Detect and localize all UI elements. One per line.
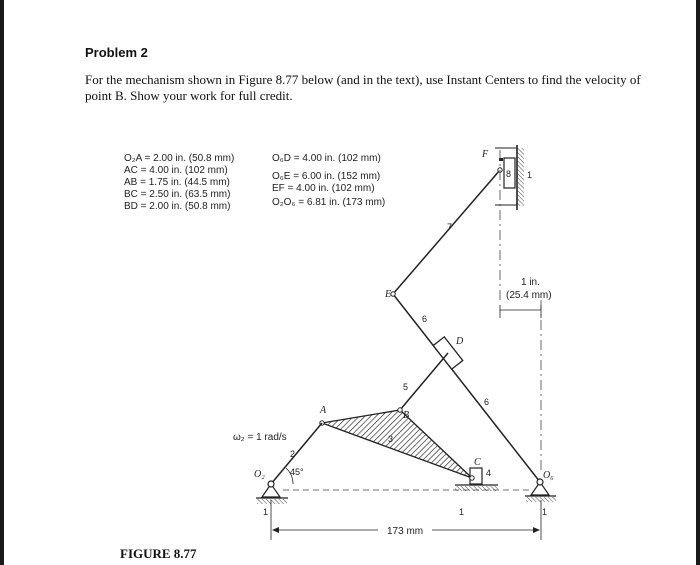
- link-7: [393, 170, 500, 294]
- label-link-1d: 1: [527, 170, 533, 180]
- label-angle: 45°: [290, 467, 304, 477]
- dim-o6d: O₆D = 4.00 in. (102 mm): [272, 153, 381, 164]
- label-link-6a: 6: [422, 314, 428, 324]
- link-3-triangle: [322, 410, 472, 478]
- label-offset-mm: (25.4 mm): [506, 290, 552, 301]
- ground-pivot-o2: [256, 481, 288, 504]
- ground-pivot-o6: [525, 479, 556, 502]
- label-c: C: [474, 457, 481, 468]
- label-link-3: 3: [388, 434, 394, 444]
- label-link-1a: 1: [263, 507, 269, 517]
- dim-o6e: O₆E = 6.00 in. (152 mm): [272, 171, 381, 182]
- label-baseline: 173 mm: [387, 526, 424, 537]
- label-omega: ω₂ = 1 rad/s: [233, 432, 287, 443]
- label-link-8: 8: [506, 169, 512, 179]
- label-e: E: [385, 289, 392, 300]
- label-o2: O₂: [254, 469, 265, 480]
- joint-b: [398, 408, 402, 412]
- dim-bd: BD = 2.00 in. (50.8 mm): [124, 201, 231, 212]
- problem-title: Problem 2: [85, 45, 148, 60]
- label-a: A: [320, 405, 327, 416]
- problem-prompt: For the mechanism shown in Figure 8.77 below (and in the text), use Instant Centers to find the velocity of point B. Show your work for full credit.: [85, 72, 641, 103]
- label-f: F: [482, 149, 489, 160]
- dim-ef: EF = 4.00 in. (102 mm): [272, 183, 375, 194]
- dim-ac: AC = 4.00 in. (102 mm): [124, 165, 228, 176]
- dim-o2a: O₂A = 2.00 in. (50.8 mm): [124, 153, 235, 164]
- figure-caption: FIGURE 8.77: [120, 546, 197, 561]
- label-o6: O₆: [543, 470, 554, 481]
- label-link-4: 4: [486, 468, 492, 478]
- label-offset-in: 1 in.: [521, 277, 540, 288]
- dim-ab: AB = 1.75 in. (44.5 mm): [124, 177, 230, 188]
- dim-o2o6: O₂O₆ = 6.81 in. (173 mm): [272, 197, 386, 208]
- label-link-6b: 6: [484, 397, 490, 407]
- label-link-1c: 1: [542, 507, 548, 517]
- joint-e: [391, 292, 395, 296]
- label-link-2: 2: [290, 449, 296, 459]
- dimensions-right: [272, 153, 385, 208]
- label-d: D: [456, 336, 464, 347]
- dimensions-left: [124, 153, 234, 212]
- label-link-1b: 1: [459, 507, 465, 517]
- label-b: B: [403, 410, 410, 421]
- dim-bc: BC = 2.50 in. (63.5 mm): [124, 189, 231, 200]
- label-link-7: 7: [447, 222, 453, 232]
- label-link-5: 5: [403, 382, 409, 392]
